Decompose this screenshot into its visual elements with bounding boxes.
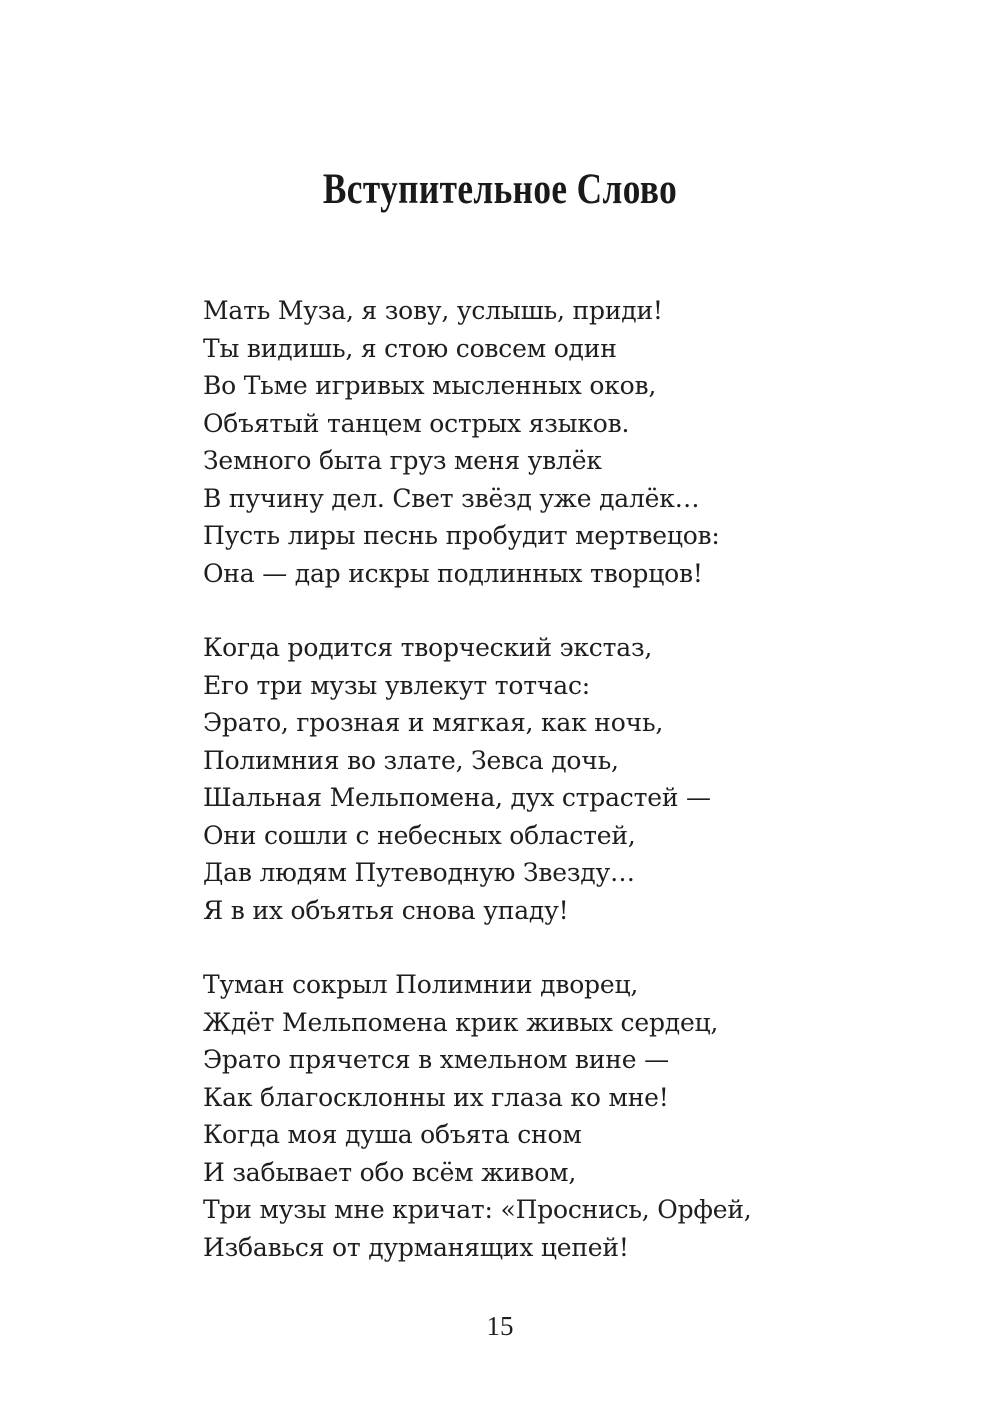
poem-line: Я в их объятья снова упаду! <box>203 895 569 925</box>
poem-line: Эрато прячется в хмельном вине — <box>203 1045 669 1074</box>
stanza-1 <box>203 292 923 592</box>
stanza-3 <box>203 966 923 1266</box>
poem-line: И забывает обо всём живом, <box>203 1157 577 1187</box>
poem-line: Эрато, грозная и мягкая, как ночь, <box>203 708 664 737</box>
poem-line: Ждёт Мельпомена крик живых сердец, <box>203 1007 719 1037</box>
poem-line: Мать Муза, я зову, услышь, приди! <box>203 296 663 325</box>
poem-line: Ты видишь, я стою совсем один <box>203 333 617 363</box>
poem-line: Когда моя душа объята сном <box>203 1120 582 1149</box>
poem-line: Во Тьме игривых мысленных оков, <box>203 371 657 400</box>
poem-line: В пучину дел. Свет звёзд уже далёк… <box>203 483 700 513</box>
poem-line: Объятый танцем острых языков. <box>203 408 630 438</box>
poem-line: Шальная Мельпомена, дух страстей — <box>203 783 711 812</box>
poem-line: Земного быта груз меня увлёк <box>203 446 602 475</box>
page-title: Вступительное Слово <box>322 166 678 213</box>
stanza-2 <box>203 629 923 929</box>
poem-line: Избавься от дурманящих цепей! <box>203 1232 629 1262</box>
poem <box>203 292 923 1303</box>
poem-line: Дав людям Путеводную Звезду… <box>203 858 635 887</box>
poem-line: Она — дар искры подлинных творцов! <box>203 558 703 588</box>
poem-line: Туман сокрыл Полимнии дворец, <box>203 970 639 999</box>
poem-line: Его три музы увлекут тотчас: <box>203 670 590 700</box>
poem-line: Они сошли с небесных областей, <box>203 820 636 850</box>
poem-line: Пусть лиры песнь пробудит мертвецов: <box>203 521 720 550</box>
poem-line: Три музы мне кричат: «Проснись, Орфей, <box>203 1195 752 1224</box>
poem-line: Полимния во злате, Зевса дочь, <box>203 745 619 775</box>
poem-line: Когда родится творческий экстаз, <box>203 633 653 662</box>
page-number: 15 <box>486 1311 514 1341</box>
poem-line: Как благосклонны их глаза ко мне! <box>203 1082 669 1112</box>
